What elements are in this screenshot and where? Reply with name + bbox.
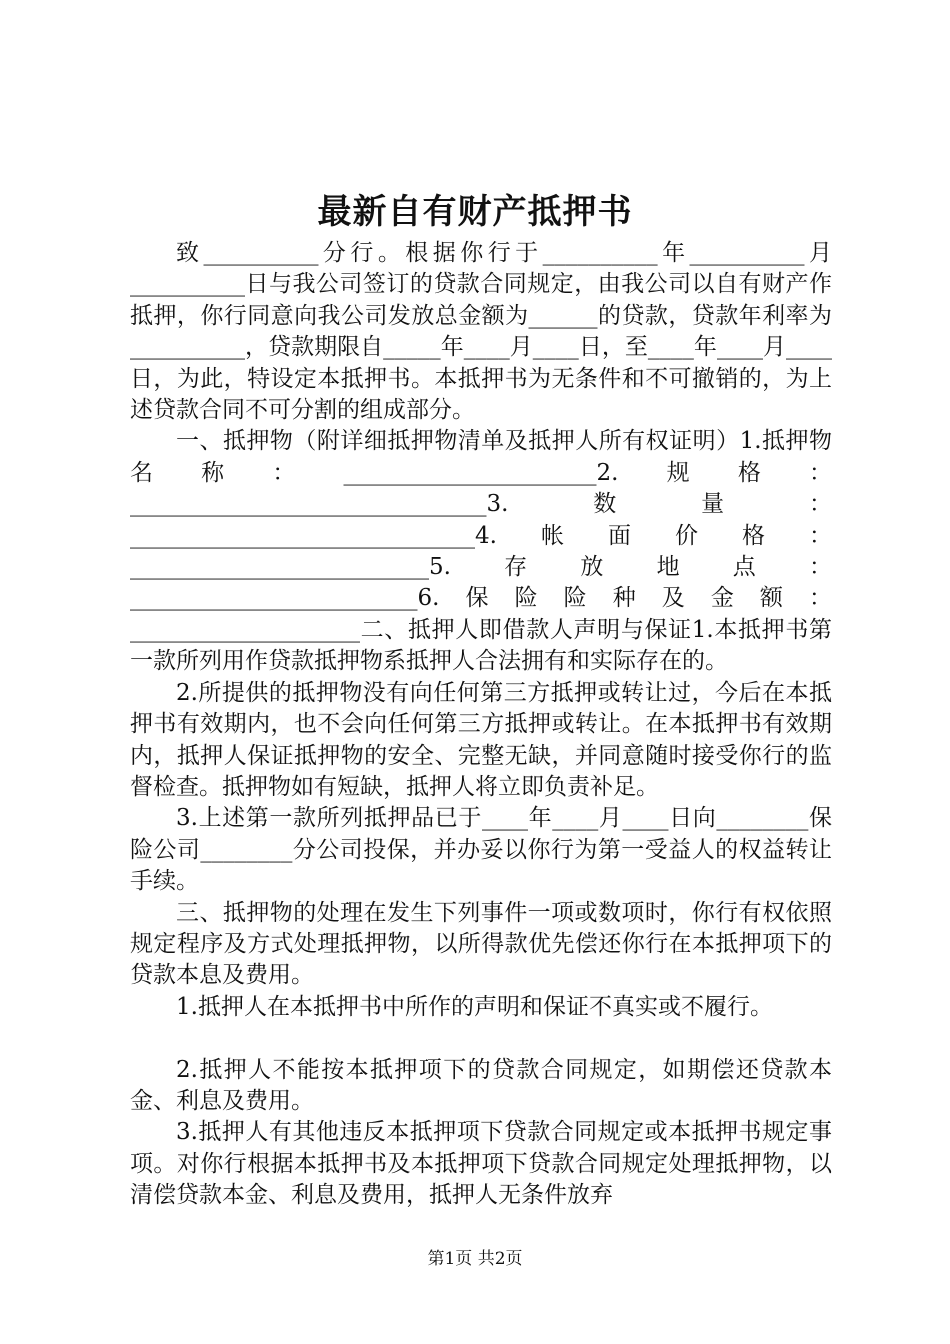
paragraph-event-2: 2.抵押人不能按本抵押项下的贷款合同规定，如期偿还贷款本金、利息及费用。 xyxy=(130,1056,832,1114)
paragraph-intro: 致__________分行。根据你行于__________年__________月__________日与我公司签订的贷款合同规定，由我公司以自有财产作抵押，你行同意向我公司发放总金额为______的贷款，贷款年利率为__________，贷款期限自_____年____月____日，至____年____月____日，为此，特设定本抵押书。本抵押书为无条件和不可撤销的，为上述贷款合同不可分割的组成部分。 xyxy=(130,240,832,424)
paragraph-event-1: 1.抵押人在本抵押书中所作的声明和保证不真实或不履行。 xyxy=(176,993,773,1020)
blank-line xyxy=(130,1023,832,1054)
paragraph-section-1: 一、抵押物（附详细抵押物清单及抵押人所有权证明）1.抵押物名称：______________________2.规格：_______________________________3.数量：______________________________4.帐面价格：__________________________5.存放地点：_________________________6.保险险种及金额：____________________二、抵押人即借款人声明与保证1.本抵押书第一款所列用作贷款抵押物系抵押人合法拥有和实际存在的。 xyxy=(130,428,832,675)
paragraph-event-3: 3.抵押人有其他违反本抵押项下贷款合同规定或本抵押书规定事项。对你行根据本抵押书及本抵押项下贷款合同规定处理抵押物，以清偿贷款本金、利息及费用，抵押人无条件放弃 xyxy=(130,1119,832,1209)
paragraph-section-3: 三、抵押物的处理在发生下列事件一项或数项时，你行有权依照规定程序及方式处理抵押物，以所得款优先偿还你行在本抵押项下的贷款本息及费用。 xyxy=(130,899,832,989)
page-indicator: 第1页 共2页 xyxy=(427,1249,523,1269)
paragraph-item-3: 3.上述第一款所列抵押品已于____年____月____日向________保险公司________分公司投保，并办妥以你行为第一受益人的权益转让手续。 xyxy=(130,805,832,895)
document-title: 最新自有财产抵押书 xyxy=(317,192,633,232)
document-body xyxy=(130,238,832,1212)
paragraph-item-2: 2.所提供的抵押物没有向任何第三方抵押或转让过，今后在本抵押书有效期内，也不会向任何第三方抵押或转让。在本抵押书有效期内，抵押人保证抵押物的安全、完整无缺，并同意随时接受你行的监督检查。抵押物如有短缺，抵押人将立即负责补足。 xyxy=(130,679,832,800)
